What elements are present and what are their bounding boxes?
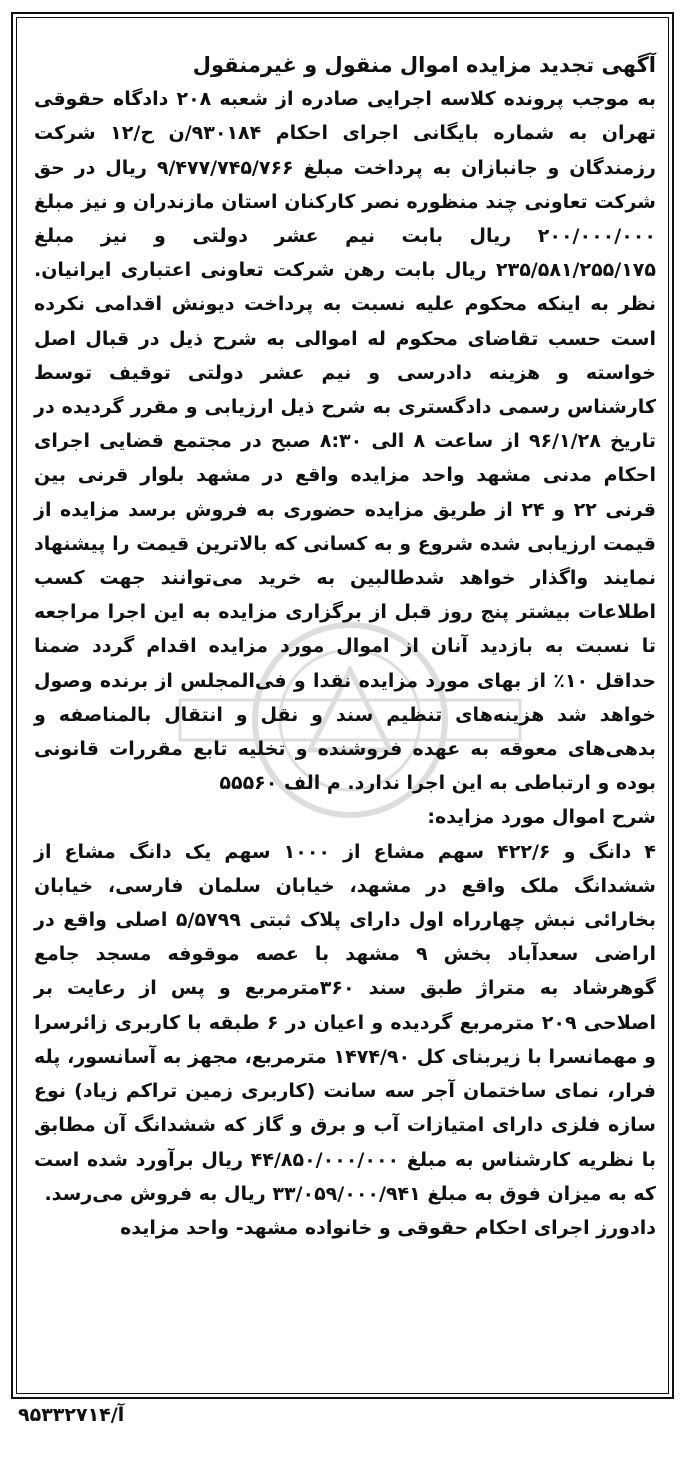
notice-body: به موجب پرونده کلاسه اجرایی صادره از شعبه ۲۰۸ دادگاه حقوقی تهران به شماره بایگانی اجرای احکام ۹۳۰۱۸۴/ن ح/۱۲ شرکت رزمندگان و جانبازان به پرداخت مبلغ ۹/۴۷۷/۷۴۵/۷۶۶ ریال در حق شرکت تعاونی چند منظوره نصر کارکنان استان مازندران و نیز مبلغ ۲۰۰/۰۰۰/۰۰۰ ریال بابت نیم عشر دولتی و نیز مبلغ ۲۳۵/۵۸۱/۲۵۵/۱۷۵ ریال بابت رهن شرکت تعاونی اعتباری ایرانیان. نظر به اینکه محکوم علیه نسبت به پرداخت دیونش اقدامی نکرده است حسب تقاضای محکوم له اموالی به شرح ذیل در قبال اصل خواسته و هزینه دادرسی و نیم عشر دولتی توقیف توسط کارشناس رسمی دادگستری به شرح ذیل ارزیابی و مقرر گردیده در تاریخ ۹۶/۱/۲۸ از ساعت ۸ الی ۸:۳۰ صبح در مجتمع قضایی اجرای احکام مدنی مشهد واحد مزایده واقع در مشهد بلوار قرنی بین قرنی ۲۲ و ۲۴ از طریق مزایده حضوری به فروش برسد مزایده از قیمت ارزیابی شده شروع و به کسانی که بالاترین قیمت را پیشنهاد نمایند واگذار خواهد شدطالبین به خرید می‌توانند جهت کسب اطلاعات بیشتر پنج روز قبل از برگزاری مزایده به این اجرا مراجعه تا نسبت به بازدید آنان از اموال مورد مزایده اقدام گردد ضمنا حداقل ۱۰٪ از بهای مورد مزایده نقدا و فی‌المجلس از برنده وصول خواهد شد هزینه‌های تنظیم سند و نقل و انتقال بالمناصفه و بدهی‌های معوقه به عهده فروشنده و تخلیه تابع مقررات قانونی بوده و ارتباطی به این اجرا ندارد. م الف ۵۵۵۶۰: [34, 88, 657, 795]
property-section-title: شرح اموال مورد مزایده:: [427, 806, 656, 829]
notice-signature: دادورز اجرای احکام حقوقی و خانواده مشهد- واحد مزایده: [120, 1216, 656, 1239]
property-description: ۴ دانگ و ۴۲۲/۶ سهم مشاع از ۱۰۰۰ سهم یک دانگ مشاع از ششدانگ ملک واقع در مشهد، خیابان سلمان فارسی، خیابان بخارائی نبش چهارراه اول دارای پلاک ثبتی ۵/۵۷۹۹ اصلی واقع در اراضی سعدآباد بخش ۹ مشهد با عصه موقوفه مسجد جامع گوهرشاد به متراژ طبق سند ۳۶۰مترمربع و پس از رعایت بر اصلاحی ۲۰۹ مترمربع گردیده و اعیان در ۶ طبقه با کاربری زائرسرا و مهمانسرا با زیربنای کل ۱۴۷۴/۹۰ مترمربع، مجهز به آسانسور، پله فرار، نمای ساختمان آجر سه سانت (کاربری زمین تراکم زیاد) نوع سازه فلزی دارای امتیازات آب و برق و گاز که ششدانگ آن مطابق با نظریه کارشناس به مبلغ ۴۴/۸۵۰/۰۰۰/۰۰۰ ریال برآورد شده است که به میزان فوق به مبلغ ۳۳/۰۵۹/۰۰۰/۹۴۱ ریال به فروش می‌رسد.: [34, 840, 656, 1205]
notice-content: [34, 48, 656, 1245]
notice-title: آگهی تجدید مزایده اموال منقول و غیرمنقول: [192, 53, 656, 77]
notice-code: آ/۹۵۳۳۲۷۱۴: [18, 1404, 125, 1426]
